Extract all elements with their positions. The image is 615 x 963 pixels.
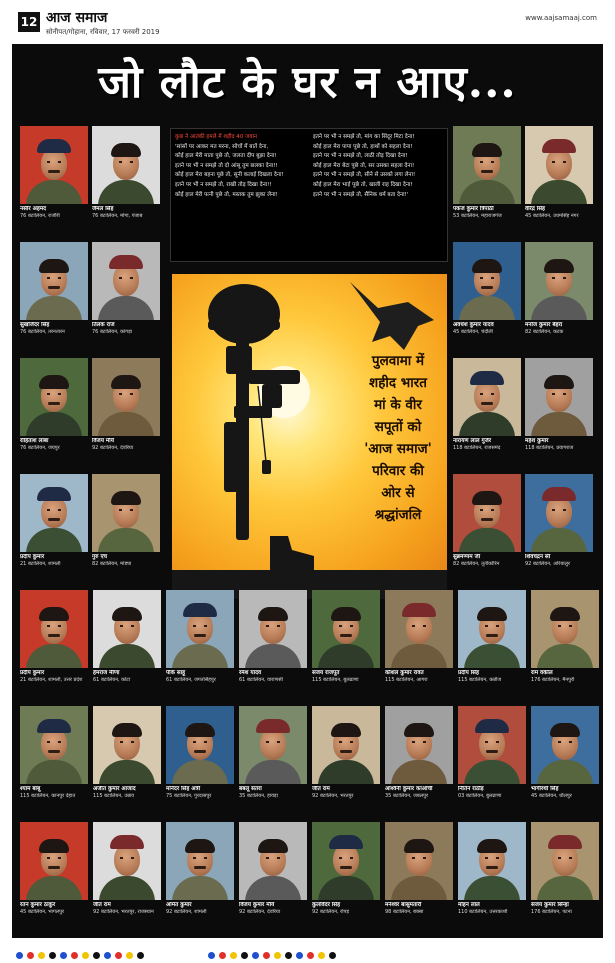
soldier-name: मनोज कुमार बेहरा <box>525 322 563 328</box>
soldier-name: मनेश्वर बासुमतारी <box>385 902 422 908</box>
soldier-photo <box>239 706 307 784</box>
boot-icon <box>270 536 314 570</box>
soldier-card <box>312 706 380 808</box>
soldier-photo <box>531 822 599 900</box>
poem-line: इतने पर भी न समझे तो दो आंसू तुम छलका देना!! <box>175 162 278 169</box>
soldier-photo <box>453 474 521 552</box>
soldier-detail: 61 बटालियन, कोटा <box>93 677 131 683</box>
soldier-card <box>531 590 599 692</box>
poem-column-right <box>313 133 447 200</box>
soldier-card <box>166 706 234 808</box>
soldier-photo <box>239 822 307 900</box>
soldier-photo <box>458 822 526 900</box>
soldier-caption <box>20 786 88 808</box>
soldier-caption <box>239 786 307 808</box>
soldier-caption <box>525 438 593 460</box>
soldier-detail: 45 बटालियन, भागलपुर <box>20 909 65 915</box>
dateline: सोनीपत/गोहाना, रविवार, 17 फरवरी 2019 <box>46 28 160 36</box>
poem-line: इतने पर भी न समझे तो, लाठी तोड़ दिखा देना! <box>313 153 408 160</box>
register-dot <box>230 952 237 959</box>
soldier-card <box>458 822 526 924</box>
soldier-photo <box>92 242 160 320</box>
soldier-photo <box>312 822 380 900</box>
soldier-detail: 118 बटालियन, प्रयागराज <box>525 445 574 451</box>
soldier-card <box>525 474 593 576</box>
soldier-photo <box>20 706 88 784</box>
soldier-caption <box>92 322 160 344</box>
soldier-detail: 45 बटालियन, धौलपुर <box>531 793 572 799</box>
soldier-detail: 98 बटालियन, बक्सा <box>385 909 424 915</box>
soldier-name: भागीरथी सिंह <box>531 786 559 792</box>
register-dot <box>93 952 100 959</box>
soldier-caption <box>92 438 160 460</box>
poem-line: 'सांसों पर आकर मत मरना, सोचों में बातें देना, <box>175 143 269 150</box>
soldier-caption <box>20 438 88 460</box>
soldier-card <box>312 822 380 924</box>
soldier-detail: 35 बटालियन, हावड़ा <box>239 793 278 799</box>
soldier-detail: 82 बटालियन, तूतीकोरिन <box>453 561 500 567</box>
soldier-detail: 92 बटालियन, देवरिया <box>239 909 281 915</box>
register-dot <box>252 952 259 959</box>
soldier-detail: 21 बटालियन, शामली, उत्तर प्रदेश <box>20 677 83 683</box>
poem-line: कोई हाल मेरा बहना पूछे तो, सूनी कलाई दिखला देना! <box>175 172 284 179</box>
soldier-name: संजय राजपूत <box>312 670 340 676</box>
register-dot <box>16 952 23 959</box>
soldier-card <box>20 242 88 344</box>
soldier-photo <box>385 822 453 900</box>
register-dot <box>126 952 133 959</box>
tribute-message <box>350 350 446 526</box>
soldier-caption <box>458 786 526 808</box>
soldier-caption <box>531 786 599 808</box>
soldier-photo <box>525 358 593 436</box>
poem-column-left <box>175 133 309 200</box>
soldier-caption <box>453 322 521 344</box>
soldier-name: प्रदीप कुमार <box>20 554 45 560</box>
soldier-caption <box>312 786 380 808</box>
soldier-caption <box>525 322 593 344</box>
soldier-card <box>20 590 88 692</box>
register-dot <box>38 952 45 959</box>
soldier-photo <box>525 474 593 552</box>
soldier-detail: 76 बटालियन, जयपुर <box>20 445 60 451</box>
register-dot <box>115 952 122 959</box>
soldier-name: सुब्रमण्यम जी <box>453 554 481 560</box>
soldier-detail: 45 बटालियन, चंदौली <box>453 329 493 335</box>
soldier-caption <box>92 554 160 576</box>
soldier-card <box>458 590 526 692</box>
soldier-name: अश्विनी कुमार काओची <box>385 786 433 792</box>
soldier-name: शिवचंद्रन सी <box>525 554 551 560</box>
soldier-card <box>239 590 307 692</box>
soldier-photo <box>93 590 161 668</box>
tribute-line: परिवार की <box>372 463 424 479</box>
poem-line: कोई हाल मेरा पापा पूछे तो, हाथों को सहला देना! <box>313 143 413 150</box>
soldier-name: रतन कुमार ठाकुर <box>20 902 56 908</box>
soldier-detail: 110 बटालियन, उत्तरकाशी <box>458 909 508 915</box>
soldier-card <box>531 822 599 924</box>
soldier-caption <box>20 902 88 924</box>
soldier-name: रमेश यादव <box>239 670 262 676</box>
soldier-card <box>525 358 593 460</box>
soldier-caption <box>93 902 161 924</box>
poem-line: कोई हाल मेरा भाई पूछे तो, खाली राह दिखा देना! <box>313 181 413 188</box>
soldier-detail: 92 बटालियन, भरतपुर <box>312 793 354 799</box>
soldier-photo <box>453 242 521 320</box>
soldier-name: महेश कुमार <box>525 438 549 444</box>
soldier-detail: 92 बटालियन, अरियालुर <box>525 561 570 567</box>
soldier-detail: 92 बटालियन, देवरिया <box>92 445 134 451</box>
soldier-card <box>20 358 88 460</box>
soldier-name: श्याम बाबू <box>20 786 41 792</box>
soldier-detail: 76 बटालियन, राजौरी <box>20 213 60 219</box>
register-dot <box>329 952 336 959</box>
color-register-dots <box>16 944 599 954</box>
poem-line: कुछ ने आतंकी हमले में शहीद 40 जवान <box>175 134 257 140</box>
soldier-detail: 21 बटालियन, शामली <box>20 561 61 567</box>
soldier-name: नसीर अहमद <box>20 206 47 212</box>
soldier-card <box>166 590 234 692</box>
register-dot <box>274 952 281 959</box>
soldier-name: हेमराज मीणा <box>93 670 120 676</box>
tribute-line: मां के वीर <box>374 397 422 413</box>
register-dot <box>104 952 111 959</box>
soldier-caption <box>166 670 234 692</box>
soldier-photo <box>92 126 160 204</box>
soldier-photo <box>239 590 307 668</box>
soldier-name: पीके साहू <box>166 670 186 676</box>
register-dot <box>263 952 270 959</box>
soldier-photo <box>93 822 161 900</box>
soldier-detail: 115 बटालियन, आगरा <box>385 677 428 683</box>
soldier-caption <box>20 322 88 344</box>
soldier-name: विजय मौर्य <box>92 438 114 444</box>
memorial-board <box>12 44 603 938</box>
soldier-detail: 75 बटालियन, गुरदासपुर <box>166 793 212 799</box>
soldier-caption <box>93 786 161 808</box>
soldier-photo <box>453 358 521 436</box>
register-dot <box>27 952 34 959</box>
soldier-card <box>385 706 453 808</box>
soldier-photo <box>312 590 380 668</box>
soldier-name: सुखजिंदर सिंह <box>20 322 50 328</box>
soldier-photo <box>20 822 88 900</box>
soldier-name: मनिंदर सिंह अत्री <box>166 786 201 792</box>
soldier-name: संजय कुमार सिन्हा <box>531 902 569 908</box>
poem-line: इतने पर भी न समझे तो, सीने से उसको लगा लेना! <box>313 172 416 179</box>
soldier-card <box>453 242 521 344</box>
soldier-photo <box>92 474 160 552</box>
soldier-caption <box>525 554 593 576</box>
register-dot <box>49 952 56 959</box>
soldier-photo <box>20 590 88 668</box>
soldier-caption <box>385 902 453 924</box>
soldier-caption <box>93 670 161 692</box>
soldier-detail: 61 बटालियन, जगतसिंहपुर <box>166 677 216 683</box>
soldier-photo <box>93 706 161 784</box>
register-dot <box>296 952 303 959</box>
soldier-detail: 115 बटालियन, कन्नौज <box>458 677 502 683</box>
soldier-photo <box>20 242 88 320</box>
soldier-caption <box>385 670 453 692</box>
soldier-photo <box>531 706 599 784</box>
soldier-photo <box>458 706 526 784</box>
soldier-detail: 76 बटालियन, मोगा, पंजाब <box>92 213 143 219</box>
soldier-caption <box>166 902 234 924</box>
soldier-name: नारायण लाल गुर्जर <box>453 438 492 444</box>
dog-tag-icon <box>262 460 271 474</box>
register-dot <box>307 952 314 959</box>
tribute-line: श्रद्धांजलि <box>374 507 422 523</box>
soldier-caption <box>531 670 599 692</box>
soldier-detail: 82 बटालियन, कटक <box>525 329 564 335</box>
soldier-name: नितिन राठौड़ <box>458 786 484 792</box>
soldier-card <box>239 822 307 924</box>
poem-line: कोई हाल मेरी माता पूछे तो, जलता दीप बुझा देना! <box>175 153 277 160</box>
register-dot <box>71 952 78 959</box>
soldier-photo <box>312 706 380 784</box>
soldier-detail: 115 बटालियन, उन्नाव <box>93 793 135 799</box>
soldier-card <box>92 126 160 228</box>
soldier-card <box>92 358 160 460</box>
soldier-caption <box>312 902 380 924</box>
soldier-card <box>453 358 521 460</box>
register-dot <box>241 952 248 959</box>
soldier-card <box>458 706 526 808</box>
soldier-caption <box>453 206 521 228</box>
tribute-line: सपूतों को <box>374 419 422 435</box>
tribute-line: ओर से <box>381 485 415 501</box>
soldier-card <box>93 822 161 924</box>
soldier-card <box>20 706 88 808</box>
soldier-name: प्रदीप कुमार <box>20 670 45 676</box>
soldier-photo <box>20 474 88 552</box>
soldier-name: बबलू संतरा <box>239 786 262 792</box>
soldier-detail: 45 बटालियन, उधमसिंह नगर <box>525 213 579 219</box>
soldier-name: अजीत कुमार आजाद <box>93 786 136 792</box>
soldier-photo <box>92 358 160 436</box>
soldier-caption <box>20 206 88 228</box>
poem-line: इतने पर भी न समझे तो, मांग का सिंदूर मिटा देना! <box>313 134 415 140</box>
soldier-detail: 82 बटालियन, मांड्या <box>92 561 132 567</box>
soldier-detail: 118 बटालियन, राजसमंद <box>453 445 501 451</box>
soldier-card <box>312 590 380 692</box>
register-dot <box>285 952 292 959</box>
headline: जो लौट के घर न आए... <box>98 57 517 108</box>
soldier-caption <box>385 786 453 808</box>
soldier-photo <box>525 126 593 204</box>
soldier-photo <box>385 590 453 668</box>
soldier-card <box>166 822 234 924</box>
register-dot <box>82 952 89 959</box>
register-dot <box>60 952 67 959</box>
soldier-detail: 03 बटालियन, बुलढाणा <box>458 793 502 799</box>
soldier-card <box>385 822 453 924</box>
soldier-name: जैमल सिंह <box>92 206 114 212</box>
soldier-detail: 115 बटालियन, कानपुर देहात <box>20 793 76 799</box>
soldier-detail: 92 बटालियन, भरतपुर, राजस्थान <box>93 909 154 915</box>
website-url: www.aajsamaaj.com <box>525 14 597 22</box>
soldier-detail: 76 बटालियन, कांगड़ा <box>92 329 133 335</box>
soldier-photo <box>20 126 88 204</box>
soldier-caption <box>312 670 380 692</box>
soldier-name: विजय कुमार मौर्य <box>239 902 275 908</box>
soldier-caption <box>20 554 88 576</box>
poem-line: इतने पर भी न समझे तो, सैनिक धर्म बता देना!' <box>313 191 409 198</box>
soldier-photo <box>166 706 234 784</box>
soldier-name: अवधेश कुमार यादव <box>453 322 494 328</box>
register-dot <box>318 952 325 959</box>
soldier-caption <box>458 902 526 924</box>
soldier-name: पंकज कुमार त्रिपाठी <box>453 206 494 212</box>
soldier-detail: 115 बटालियन, बुलढाणा <box>312 677 359 683</box>
soldier-name: कौशल कुमार रावत <box>385 670 424 676</box>
soldier-caption <box>531 902 599 924</box>
soldier-caption <box>92 206 160 228</box>
tribute-line: 'आज समाज' <box>364 441 432 457</box>
register-dot <box>219 952 226 959</box>
masthead: आज समाज <box>46 10 108 26</box>
soldier-card <box>20 126 88 228</box>
soldier-card <box>385 590 453 692</box>
eagle-icon <box>350 282 434 350</box>
soldier-detail: 53 बटालियन, महाराजगंज <box>453 213 502 219</box>
soldier-photo <box>525 242 593 320</box>
soldier-photo <box>20 358 88 436</box>
soldier-caption <box>20 670 88 692</box>
soldier-name: मोहन लाल <box>458 902 480 908</box>
soldier-caption <box>453 554 521 576</box>
soldier-card <box>20 822 88 924</box>
tribute-line: पुलवामा में <box>371 353 425 369</box>
soldier-photo <box>166 822 234 900</box>
soldier-detail: 176 बटालियन, पटना <box>531 909 572 915</box>
soldier-name: राम वकील <box>531 670 553 676</box>
rifle-icon <box>224 330 300 540</box>
soldier-card <box>93 706 161 808</box>
soldier-name: प्रदीप सिंह <box>458 670 479 676</box>
soldier-name: रोहिताश लांबा <box>20 438 49 444</box>
page-number: 12 <box>18 12 40 32</box>
soldier-name: जीत राम <box>93 902 111 908</box>
register-dot <box>208 952 215 959</box>
poem-line: इतने पर भी न समझे तो, राखी तोड़ दिखा देना!! <box>175 181 272 188</box>
soldier-caption <box>458 670 526 692</box>
soldier-card <box>525 126 593 228</box>
soldier-name: गुरु एच <box>92 554 108 560</box>
poem-box <box>170 128 448 262</box>
soldier-card <box>453 126 521 228</box>
soldier-name: तिलक राज <box>92 322 115 328</box>
soldier-detail: 61 बटालियन, वाराणसी <box>239 677 283 683</box>
soldier-detail: 92 बटालियन, शामली <box>166 909 207 915</box>
soldier-detail: 92 बटालियन, रोपड़ <box>312 909 350 915</box>
soldier-card <box>531 706 599 808</box>
soldier-photo <box>385 706 453 784</box>
soldier-name: वीरेंद्र सिंह <box>525 206 545 212</box>
poem-line: कोई हाल मेरा बेटा पूछे तो, सर उसका सहला देना! <box>313 162 415 169</box>
soldier-detail: 35 बटालियन, जबलपुर <box>385 793 429 799</box>
soldier-card <box>20 474 88 576</box>
register-dot <box>137 952 144 959</box>
soldier-card <box>92 242 160 344</box>
soldier-card <box>92 474 160 576</box>
soldier-card <box>453 474 521 576</box>
soldier-name: अमित कुमार <box>166 902 192 908</box>
soldier-photo <box>531 590 599 668</box>
soldier-card <box>239 706 307 808</box>
soldier-card <box>525 242 593 344</box>
soldier-caption <box>453 438 521 460</box>
soldier-card <box>93 590 161 692</box>
soldier-caption <box>525 206 593 228</box>
soldier-caption <box>239 670 307 692</box>
soldier-caption <box>166 786 234 808</box>
soldier-name: जीत राम <box>312 786 330 792</box>
soldier-caption <box>239 902 307 924</box>
soldier-name: कुलविंदर सिंह <box>312 902 341 908</box>
poem-line: कोई हाल मेरी पत्नी पूछे तो, मस्तक तुम झुका लेना! <box>175 191 278 198</box>
tribute-panel <box>172 274 447 599</box>
tribute-line: शहीद भारत <box>369 375 427 391</box>
soldier-detail: 176 बटालियन, मैनपुरी <box>531 677 575 683</box>
soldier-photo <box>453 126 521 204</box>
soldier-photo <box>166 590 234 668</box>
newspaper-header <box>0 0 615 44</box>
soldier-photo <box>458 590 526 668</box>
soldier-detail: 76 बटालियन, तरनतारन <box>20 329 65 335</box>
